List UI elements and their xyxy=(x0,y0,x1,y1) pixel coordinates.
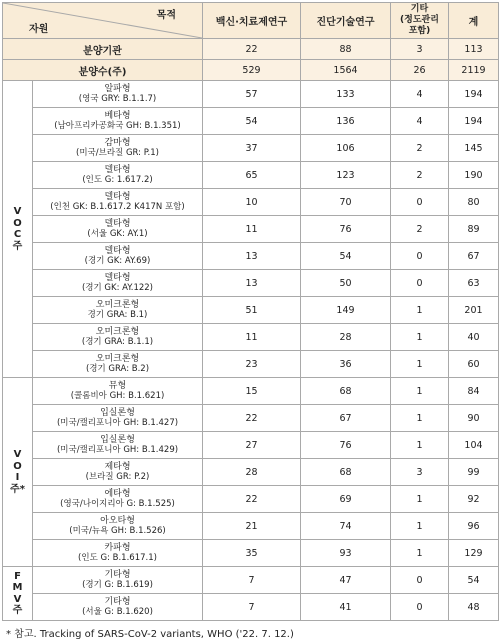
strain-lineage: (경기 GRA: B.2) xyxy=(85,364,150,374)
strain-lineage: (경기 GK: AY.122) xyxy=(81,283,154,293)
strain-name: 기타형 xyxy=(104,570,131,580)
vaccine-count: 11 xyxy=(203,324,301,351)
summary-value: 3 xyxy=(391,39,449,60)
vaccine-count: 22 xyxy=(203,405,301,432)
total-count: 129 xyxy=(449,540,499,567)
other-count: 1 xyxy=(391,513,449,540)
diagnostic-count: 123 xyxy=(301,162,391,189)
vaccine-count: 7 xyxy=(203,594,301,621)
strain-name-cell xyxy=(33,81,203,108)
vaccine-count: 37 xyxy=(203,135,301,162)
strain-name-cell xyxy=(33,432,203,459)
vaccine-count: 22 xyxy=(203,486,301,513)
group-label-fmv: F M V 주 xyxy=(3,567,33,621)
strain-row xyxy=(3,324,499,351)
total-count: 96 xyxy=(449,513,499,540)
total-count: 48 xyxy=(449,594,499,621)
strain-name-cell xyxy=(33,297,203,324)
other-count: 0 xyxy=(391,243,449,270)
strain-name-cell xyxy=(33,540,203,567)
strain-lineage: (서울 GK: AY.1) xyxy=(87,229,148,239)
strain-row xyxy=(3,189,499,216)
summary-row-institutions xyxy=(3,39,499,60)
total-count: 67 xyxy=(449,243,499,270)
other-count: 0 xyxy=(391,270,449,297)
other-count: 3 xyxy=(391,459,449,486)
vaccine-count: 57 xyxy=(203,81,301,108)
strain-lineage: (브라질 GR: P.2) xyxy=(85,472,150,482)
strain-lineage: (인도 G: 1.617.2) xyxy=(82,175,153,185)
strain-name-cell xyxy=(33,324,203,351)
vaccine-count: 13 xyxy=(203,270,301,297)
diagnostic-count: 28 xyxy=(301,324,391,351)
strain-lineage: (인도 G: B.1.617.1) xyxy=(78,553,157,563)
strain-name: 뮤형 xyxy=(108,381,127,391)
strain-row xyxy=(3,378,499,405)
other-count: 1 xyxy=(391,378,449,405)
strain-row xyxy=(3,513,499,540)
strain-row xyxy=(3,270,499,297)
vaccine-count: 28 xyxy=(203,459,301,486)
vaccine-count: 15 xyxy=(203,378,301,405)
vaccine-count: 7 xyxy=(203,567,301,594)
other-count: 1 xyxy=(391,540,449,567)
strain-row xyxy=(3,216,499,243)
header-diagnostic-research: 진단기술연구 xyxy=(301,3,391,39)
total-count: 60 xyxy=(449,351,499,378)
strain-row xyxy=(3,459,499,486)
diagnostic-count: 47 xyxy=(301,567,391,594)
diagnostic-count: 136 xyxy=(301,108,391,135)
strain-name-cell xyxy=(33,162,203,189)
strain-name-cell xyxy=(33,486,203,513)
strain-name: 감마형 xyxy=(104,138,131,148)
strain-lineage: (미국/캘리포니아 GH: B.1.427) xyxy=(56,418,179,428)
other-count: 1 xyxy=(391,432,449,459)
other-count: 0 xyxy=(391,189,449,216)
footnote: * 참고. Tracking of SARS-CoV-2 variants, WHO ('22. 7. 12.) xyxy=(6,629,294,640)
header-row xyxy=(3,3,499,39)
strain-name-cell xyxy=(33,270,203,297)
strain-name: 오미크론형 xyxy=(95,327,140,337)
diagnostic-count: 41 xyxy=(301,594,391,621)
strain-name-cell xyxy=(33,216,203,243)
other-count: 1 xyxy=(391,324,449,351)
strain-row xyxy=(3,567,499,594)
strain-lineage: 경기 GRA: B.1) xyxy=(87,310,148,320)
vaccine-count: 51 xyxy=(203,297,301,324)
strain-row xyxy=(3,162,499,189)
vaccine-count: 65 xyxy=(203,162,301,189)
summary-label: 분양수(주) xyxy=(3,60,203,81)
total-count: 80 xyxy=(449,189,499,216)
total-count: 190 xyxy=(449,162,499,189)
diagnostic-count: 68 xyxy=(301,459,391,486)
strain-name-cell xyxy=(33,243,203,270)
strain-row xyxy=(3,81,499,108)
vaccine-count: 13 xyxy=(203,243,301,270)
vaccine-count: 54 xyxy=(203,108,301,135)
diagnostic-count: 67 xyxy=(301,405,391,432)
strain-name-cell xyxy=(33,513,203,540)
total-count: 99 xyxy=(449,459,499,486)
header-total: 계 xyxy=(449,3,499,39)
total-count: 90 xyxy=(449,405,499,432)
strain-name: 아오타형 xyxy=(100,516,135,526)
strain-name: 오미크론형 xyxy=(95,300,140,310)
diagnostic-count: 74 xyxy=(301,513,391,540)
strain-lineage: (미국/브라질 GR: P.1) xyxy=(76,148,159,158)
strain-row xyxy=(3,432,499,459)
strain-row xyxy=(3,351,499,378)
strain-row xyxy=(3,135,499,162)
strain-name: 기타형 xyxy=(104,597,131,607)
strain-name: 델타형 xyxy=(104,246,131,256)
strain-name-cell xyxy=(33,351,203,378)
strain-lineage: (미국/뉴욕 GH: B.1.526) xyxy=(69,526,166,536)
summary-value: 113 xyxy=(449,39,499,60)
strain-lineage: (미국/캘리포니아 GH: B.1.429) xyxy=(56,445,179,455)
strain-lineage: (남아프리카공화국 GH: B.1.351) xyxy=(54,121,181,131)
diagnostic-count: 93 xyxy=(301,540,391,567)
strain-lineage: (인천 GK: B.1.617.2 K417N 포함) xyxy=(50,202,185,212)
summary-value: 2119 xyxy=(449,60,499,81)
strain-lineage: (영국/나이지리아 G: B.1.525) xyxy=(60,499,175,509)
vaccine-count: 27 xyxy=(203,432,301,459)
strain-lineage: (경기 G: B.1.619) xyxy=(82,580,153,590)
strain-name: 베타형 xyxy=(104,111,131,121)
other-count: 4 xyxy=(391,108,449,135)
header-other: 기타 (정도관리 포함) xyxy=(391,3,449,39)
other-count: 2 xyxy=(391,162,449,189)
strain-name-cell xyxy=(33,459,203,486)
diagnostic-count: 76 xyxy=(301,432,391,459)
vaccine-count: 21 xyxy=(203,513,301,540)
strain-name-cell xyxy=(33,135,203,162)
strain-name: 에타형 xyxy=(104,489,131,499)
strain-name-cell xyxy=(33,378,203,405)
total-count: 63 xyxy=(449,270,499,297)
strain-name: 카파형 xyxy=(104,543,131,553)
other-count: 1 xyxy=(391,297,449,324)
strain-row xyxy=(3,405,499,432)
other-count: 0 xyxy=(391,594,449,621)
header-diagonal-cell xyxy=(3,3,203,39)
strain-row xyxy=(3,297,499,324)
other-count: 1 xyxy=(391,405,449,432)
group-label-voi: V O I 주* xyxy=(3,378,33,567)
strain-name: 델타형 xyxy=(104,273,131,283)
strain-name-cell xyxy=(33,567,203,594)
total-count: 145 xyxy=(449,135,499,162)
total-count: 92 xyxy=(449,486,499,513)
vaccine-count: 35 xyxy=(203,540,301,567)
strain-name: 제타형 xyxy=(104,462,131,472)
strain-name: 오미크론형 xyxy=(95,354,140,364)
total-count: 194 xyxy=(449,108,499,135)
total-count: 54 xyxy=(449,567,499,594)
strain-lineage: (서울 G: B.1.620) xyxy=(82,607,153,617)
strain-name: 델타형 xyxy=(104,192,131,202)
summary-value: 529 xyxy=(203,60,301,81)
total-count: 194 xyxy=(449,81,499,108)
other-count: 2 xyxy=(391,135,449,162)
diagnostic-count: 76 xyxy=(301,216,391,243)
total-count: 104 xyxy=(449,432,499,459)
summary-value: 26 xyxy=(391,60,449,81)
total-count: 201 xyxy=(449,297,499,324)
summary-value: 22 xyxy=(203,39,301,60)
strain-lineage: (경기 GK: AY.69) xyxy=(84,256,151,266)
total-count: 89 xyxy=(449,216,499,243)
strain-name-cell xyxy=(33,189,203,216)
summary-row-strains xyxy=(3,60,499,81)
diagnostic-count: 54 xyxy=(301,243,391,270)
diagnostic-count: 68 xyxy=(301,378,391,405)
diagnostic-count: 50 xyxy=(301,270,391,297)
strain-name: 델타형 xyxy=(104,219,131,229)
strain-lineage: (콜롬비아 GH: B.1.621) xyxy=(70,391,165,401)
total-count: 84 xyxy=(449,378,499,405)
vaccine-count: 11 xyxy=(203,216,301,243)
variant-distribution-table xyxy=(2,2,499,621)
header-resource: 자원 xyxy=(29,24,49,35)
diagnostic-count: 70 xyxy=(301,189,391,216)
diagnostic-count: 69 xyxy=(301,486,391,513)
strain-name: 알파형 xyxy=(104,84,131,94)
strain-name: 델타형 xyxy=(104,165,131,175)
strain-row xyxy=(3,594,499,621)
strain-name-cell xyxy=(33,405,203,432)
diagnostic-count: 133 xyxy=(301,81,391,108)
strain-name-cell xyxy=(33,594,203,621)
strain-row xyxy=(3,486,499,513)
vaccine-count: 10 xyxy=(203,189,301,216)
diagnostic-count: 36 xyxy=(301,351,391,378)
strain-lineage: (경기 GRA: B.1.1) xyxy=(81,337,154,347)
strain-name-cell xyxy=(33,108,203,135)
strain-lineage: (영국 GRY: B.1.1.7) xyxy=(78,94,157,104)
header-vaccine-research: 백신·치료제연구 xyxy=(203,3,301,39)
other-count: 1 xyxy=(391,351,449,378)
other-count: 4 xyxy=(391,81,449,108)
strain-row xyxy=(3,108,499,135)
strain-name: 입실론형 xyxy=(100,408,135,418)
summary-value: 1564 xyxy=(301,60,391,81)
strain-row xyxy=(3,243,499,270)
strain-name: 입실론형 xyxy=(100,435,135,445)
summary-value: 88 xyxy=(301,39,391,60)
other-count: 1 xyxy=(391,486,449,513)
diagnostic-count: 149 xyxy=(301,297,391,324)
strain-row xyxy=(3,540,499,567)
vaccine-count: 23 xyxy=(203,351,301,378)
other-count: 2 xyxy=(391,216,449,243)
other-count: 0 xyxy=(391,567,449,594)
total-count: 40 xyxy=(449,324,499,351)
summary-label: 분양기관 xyxy=(3,39,203,60)
header-purpose: 목적 xyxy=(156,10,176,21)
group-label-voc: V O C 주 xyxy=(3,81,33,378)
diagnostic-count: 106 xyxy=(301,135,391,162)
